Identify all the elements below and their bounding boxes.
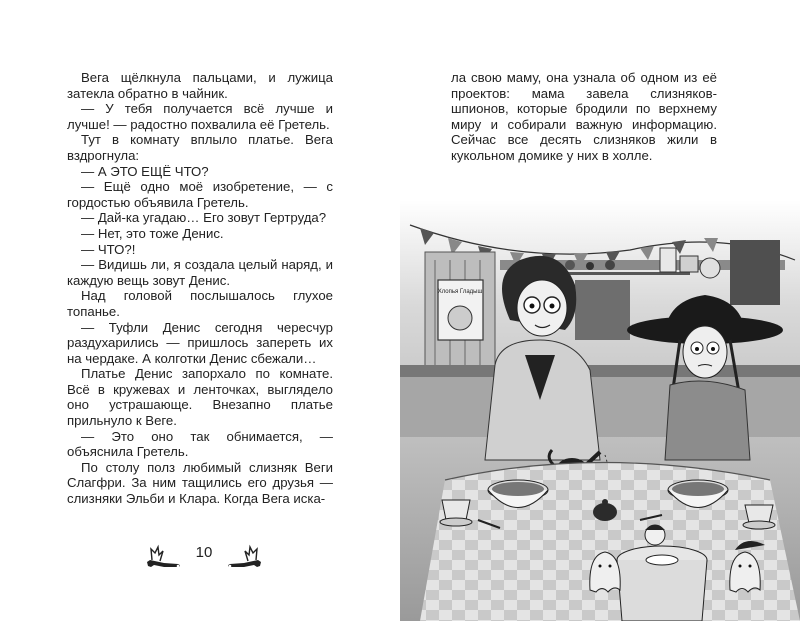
right-shoe-ornament-icon bbox=[224, 540, 264, 570]
paragraph: — ЧТО?! bbox=[81, 241, 136, 257]
paragraph: — А ЭТО ЕЩЁ ЧТО? bbox=[81, 163, 209, 179]
paragraph: ла свою маму, она узнала об одном из её проектов: мама завела слизняков-шпионов, которые бродили по верхнему миру и собирали важную информацию. Сейчас все десять слизняков жили в кукольном домике у них в холле. bbox=[451, 70, 717, 163]
paragraph: — Нет, это тоже Денис. bbox=[81, 225, 224, 241]
kitchen-illustration bbox=[400, 190, 800, 621]
paragraph: — У тебя получается всё лучше и лучше! — радостно похвалила её Гретель. bbox=[67, 101, 333, 132]
paragraph: Тут в комнату вплыло платье. Вега вздрогнула: bbox=[67, 132, 333, 163]
kitchen-counter bbox=[400, 365, 800, 377]
paragraph: — Ещё одно моё изобретение, — с гордостью объявила Гретель. bbox=[67, 179, 333, 210]
paragraph: Над головой послышалось глухое топанье. bbox=[67, 288, 333, 319]
cereal-box bbox=[438, 280, 483, 340]
paragraph: — Туфли Денис сегодня чересчур раздухарились — пришлось запереть их на чердаке. А колготки Денис сбежали… bbox=[67, 319, 333, 366]
paragraph: Платье Денис запорхало по комнате. Всё в кружевах и ленточках, выглядело оно устрашающе. Внезапно платье прильнуло к Веге. bbox=[67, 366, 333, 429]
paragraph: По столу полз любимый слизняк Веги Слагфри. За ним тащились его друзья — слизняки Эльби и Клара. Когда Вега иска- bbox=[67, 459, 333, 507]
page-footer bbox=[144, 540, 264, 570]
left-page-text bbox=[67, 70, 333, 507]
left-shoe-ornament-icon bbox=[144, 540, 184, 570]
cereal-box-label: Хлопья Гладыш bbox=[437, 289, 483, 295]
teacup-right bbox=[743, 505, 775, 529]
teacup-left bbox=[440, 500, 472, 526]
paragraph: — Видишь ли, я создала целый наряд, и каждую вещь зовут Денис. bbox=[67, 257, 333, 288]
page-number: 10 bbox=[195, 544, 213, 561]
tablecloth bbox=[420, 463, 800, 621]
paragraph: — Дай-ка угадаю… Его зовут Гертруда? bbox=[81, 210, 327, 226]
paragraph: — Это оно так обнимается, — объяснила Гретель. bbox=[67, 428, 333, 460]
right-page bbox=[400, 0, 800, 621]
right-page-text bbox=[451, 70, 717, 164]
paragraph: Вега щёлкнула пальцами, и лужица затекла обратно в чайник. bbox=[67, 70, 333, 101]
